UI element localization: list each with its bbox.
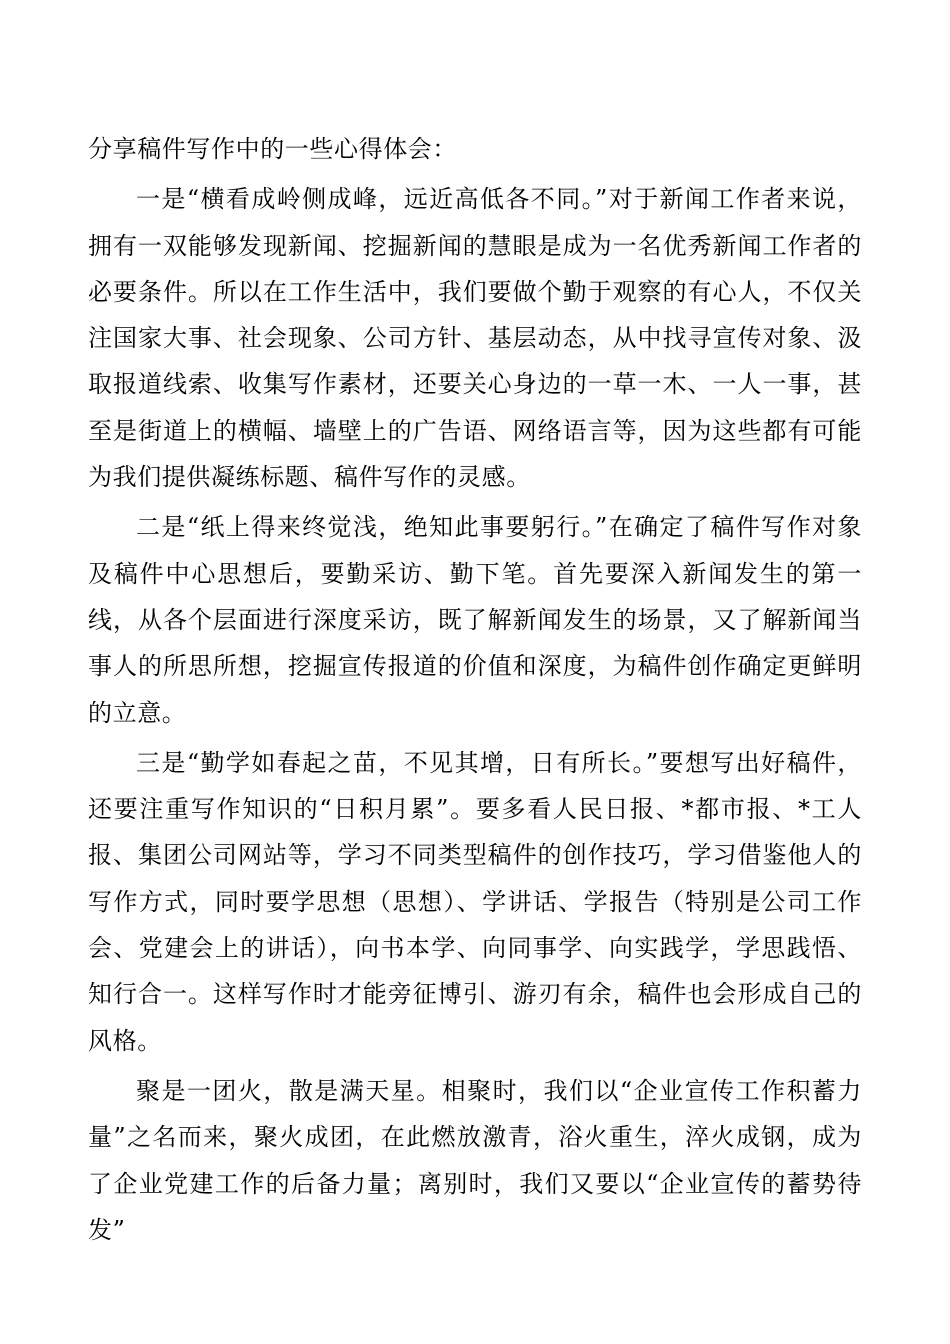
paragraph-point-three: 三是“勤学如春起之苗，不见其增，日有所长。”要想写出好稿件，还要注重写作知识的“日积月累”。要多看人民日报、*都市报、*工人报、集团公司网站等，学习不同类型稿件的创作技巧，学习借鉴他人的写作方式，同时要学思想（思想）、学讲话、学报告（特别是公司工作会、党建会上的讲话），向书本学、向同事学、向实践学，学思践悟、知行合一。这样写作时才能旁征博引、游刃有余，稿件也会形成自己的风格。 [88,748,862,1055]
paragraph-closing: 聚是一团火，散是满天星。相聚时，我们以“企业宣传工作积蓄力量”之名而来，聚火成团，在此燃放激青，浴火重生，淬火成钢，成为了企业党建工作的后备力量；离别时，我们又要以“企业宣传的蓄势待发” [88,1076,862,1244]
paragraph-intro: 分享稿件写作中的一些心得体会： [88,135,457,163]
paragraph-point-one: 一是“横看成岭侧成峰，远近高低各不同。”对于新闻工作者来说，拥有一双能够发现新闻、挖掘新闻的慧眼是成为一名优秀新闻工作者的必要条件。所以在工作生活中，我们要做个勤于观察的有心人，不仅关注国家大事、社会现象、公司方针、基层动态，从中找寻宣传对象、汲取报道线索、收集写作素材，还要关心身边的一草一木、一人一事，甚至是街道上的横幅、墙壁上的广告语、网络语言等，因为这些都有可能为我们提供凝练标题、稿件写作的灵感。 [88,185,862,492]
paragraph-point-two: 二是“纸上得来终觉浅，绝知此事要躬行。”在确定了稿件写作对象及稿件中心思想后，要勤采访、勤下笔。首先要深入新闻发生的第一线，从各个层面进行深度采访，既了解新闻发生的场景，又了解新闻当事人的所思所想，挖掘宣传报道的价值和深度，为稿件创作确定更鲜明的立意。 [88,513,862,727]
document-body [88,126,862,1253]
